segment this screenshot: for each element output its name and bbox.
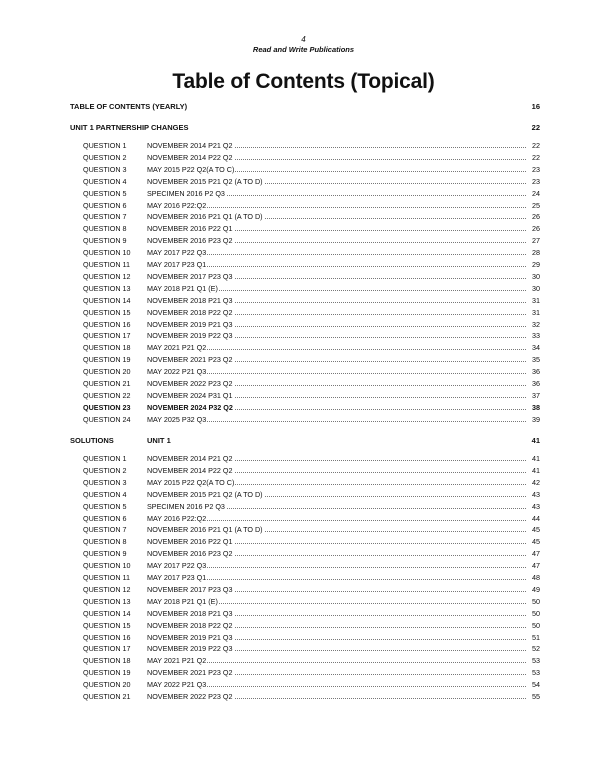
question-source-text: NOVEMBER 2018 P22 Q2	[147, 620, 233, 630]
question-source	[147, 152, 527, 163]
question-source	[147, 176, 527, 187]
question-number: QUESTION 10	[83, 248, 131, 258]
question-source	[147, 524, 527, 535]
question-source-text: NOVEMBER 2016 P21 Q1 (A TO D)	[147, 212, 263, 222]
question-source-text: NOVEMBER 2018 P21 Q3	[147, 608, 233, 618]
toc-row[interactable]	[0, 366, 607, 377]
question-source	[147, 679, 527, 690]
page-ref: 22	[527, 140, 540, 151]
question-source	[147, 513, 527, 524]
question-source-text: NOVEMBER 2014 P22 Q2	[147, 465, 233, 475]
toc-row[interactable]	[0, 465, 607, 476]
toc-row[interactable]	[0, 620, 607, 631]
question-source	[147, 307, 527, 318]
question-number: QUESTION 2	[83, 465, 127, 475]
page-ref: 48	[527, 572, 540, 583]
toc-row[interactable]	[0, 584, 607, 595]
question-source	[147, 643, 527, 654]
question-source	[147, 223, 527, 234]
toc-row[interactable]	[0, 378, 607, 389]
toc-row[interactable]	[0, 596, 607, 607]
question-source-text: MAY 2025 P32 Q3	[147, 414, 207, 424]
publisher-name: Read and Write Publications	[252, 45, 355, 54]
page-ref: 52	[527, 643, 540, 654]
question-number: QUESTION 22	[83, 390, 131, 400]
toc-yearly-page: 16	[531, 102, 540, 111]
question-source-text: NOVEMBER 2018 P21 Q3	[147, 295, 233, 305]
question-source	[147, 319, 527, 330]
question-source	[147, 378, 527, 389]
question-source	[147, 453, 527, 464]
question-source-text: NOVEMBER 2014 P22 Q2	[147, 152, 233, 162]
question-source	[147, 548, 527, 559]
question-source	[147, 235, 527, 246]
question-source-text: MAY 2015 P22 Q2(A TO C)	[147, 477, 235, 487]
page-ref: 54	[527, 679, 540, 690]
toc-row[interactable]	[0, 354, 607, 365]
question-source	[147, 477, 527, 488]
toc-row[interactable]	[0, 489, 607, 500]
question-number: QUESTION 23	[83, 402, 131, 412]
toc-row[interactable]	[0, 176, 607, 187]
question-source-text: MAY 2015 P22 Q2(A TO C)	[147, 164, 235, 174]
toc-row[interactable]	[0, 513, 607, 524]
question-source	[147, 164, 527, 175]
question-number: QUESTION 11	[83, 260, 130, 269]
page-ref: 41	[527, 465, 540, 476]
page-ref: 23	[527, 176, 540, 187]
page-ref: 44	[527, 513, 540, 524]
question-source-text: NOVEMBER 2018 P22 Q2	[147, 307, 233, 317]
question-source-text: MAY 2016 P22:Q2	[147, 200, 207, 210]
page-ref: 39	[527, 414, 540, 425]
question-source-text: NOVEMBER 2017 P23 Q3	[147, 271, 233, 281]
page-ref: 36	[527, 378, 540, 389]
question-source-text: NOVEMBER 2022 P23 Q2	[147, 379, 233, 388]
question-source-text: NOVEMBER 2015 P21 Q2 (A TO D)	[147, 176, 263, 186]
toc-row[interactable]	[0, 402, 607, 413]
page-ref: 45	[527, 524, 540, 535]
question-number: QUESTION 3	[83, 477, 127, 487]
toc-row[interactable]	[0, 691, 607, 702]
question-source-text: MAY 2017 P22 Q3	[147, 561, 207, 571]
question-source	[147, 200, 527, 211]
question-number: QUESTION 2	[83, 152, 127, 162]
question-source-text: NOVEMBER 2019 P22 Q3	[147, 644, 233, 654]
page-ref: 38	[527, 402, 540, 413]
question-source-text: MAY 2021 P21 Q2	[147, 656, 207, 666]
question-source	[147, 402, 527, 413]
toc-row[interactable]	[0, 608, 607, 619]
page-ref: 33	[527, 330, 540, 341]
unit1-label: UNIT 1 PARTNERSHIP CHANGES	[70, 123, 189, 132]
toc-row[interactable]	[0, 307, 607, 318]
toc-row[interactable]	[0, 330, 607, 341]
toc-row[interactable]	[0, 188, 607, 199]
solutions-unit-label: UNIT 1	[147, 436, 171, 445]
question-number: QUESTION 8	[83, 537, 127, 547]
question-source-text: MAY 2017 P23 Q1	[147, 573, 207, 582]
toc-row[interactable]	[0, 414, 607, 425]
page-ref: 35	[527, 354, 540, 365]
solutions-label: SOLUTIONS	[70, 436, 114, 445]
question-source	[147, 536, 527, 547]
question-number: QUESTION 4	[83, 176, 127, 186]
question-source-text: MAY 2022 P21 Q3	[147, 680, 207, 690]
page-ref: 27	[527, 235, 540, 246]
question-number: QUESTION 5	[83, 188, 127, 198]
question-source	[147, 501, 527, 512]
page-ref: 53	[527, 667, 540, 678]
question-number: QUESTION 17	[83, 331, 131, 341]
toc-row[interactable]	[0, 223, 607, 234]
question-source	[147, 271, 527, 282]
page-ref: 50	[527, 620, 540, 631]
question-source-text: MAY 2018 P21 Q1 (E)	[147, 596, 218, 606]
page-ref: 47	[527, 560, 540, 571]
page-ref: 42	[527, 477, 540, 488]
question-number: QUESTION 18	[83, 343, 131, 353]
question-number: QUESTION 20	[83, 367, 131, 377]
page-ref: 30	[527, 271, 540, 282]
question-source-text: NOVEMBER 2021 P23 Q2	[147, 355, 233, 365]
question-number: QUESTION 14	[83, 295, 131, 305]
question-source	[147, 572, 527, 583]
question-source	[147, 667, 527, 678]
question-source-text: NOVEMBER 2019 P22 Q3	[147, 331, 233, 341]
toc-yearly-entry[interactable]	[70, 102, 540, 113]
toc-row[interactable]	[0, 501, 607, 512]
question-source	[147, 366, 527, 377]
question-number: QUESTION 21	[83, 379, 131, 388]
question-source-text: NOVEMBER 2021 P23 Q2	[147, 668, 233, 678]
question-number: QUESTION 12	[83, 271, 131, 281]
page-ref: 53	[527, 655, 540, 666]
question-source-text: NOVEMBER 2019 P21 Q3	[147, 319, 233, 329]
page-ref: 29	[527, 259, 540, 270]
question-source	[147, 342, 527, 353]
question-number: QUESTION 7	[83, 212, 127, 222]
question-number: QUESTION 1	[83, 454, 127, 463]
toc-row[interactable]	[0, 655, 607, 666]
question-number: QUESTION 19	[83, 355, 131, 365]
question-source-text: NOVEMBER 2024 P31 Q1	[147, 390, 233, 400]
toc-row[interactable]	[0, 548, 607, 559]
page-ref: 25	[527, 200, 540, 211]
question-source	[147, 465, 527, 476]
question-source	[147, 295, 527, 306]
page-ref: 49	[527, 584, 540, 595]
page-ref: 26	[527, 211, 540, 222]
question-source	[147, 608, 527, 619]
question-number: QUESTION 12	[83, 584, 131, 594]
toc-row[interactable]	[0, 453, 607, 464]
toc-row[interactable]	[0, 390, 607, 401]
page-ref: 55	[527, 691, 540, 702]
question-source-text: NOVEMBER 2016 P22 Q1	[147, 537, 233, 547]
page-ref: 45	[527, 536, 540, 547]
question-source-text: SPECIMEN 2016 P2 Q3	[147, 501, 225, 511]
page-number: 4	[301, 35, 306, 44]
page-ref: 51	[527, 632, 540, 643]
question-number: QUESTION 1	[83, 141, 127, 150]
question-source	[147, 584, 527, 595]
page-ref: 47	[527, 548, 540, 559]
question-source	[147, 354, 527, 365]
toc-row[interactable]	[0, 152, 607, 163]
question-number: QUESTION 17	[83, 644, 131, 654]
question-source-text: MAY 2017 P23 Q1	[147, 260, 207, 269]
question-number: QUESTION 18	[83, 656, 131, 666]
question-number: QUESTION 11	[83, 573, 130, 582]
question-source-text: MAY 2017 P22 Q3	[147, 248, 207, 258]
question-number: QUESTION 6	[83, 200, 127, 210]
question-source	[147, 596, 527, 607]
toc-row[interactable]	[0, 319, 607, 330]
page-ref: 31	[527, 307, 540, 318]
question-number: QUESTION 13	[83, 596, 131, 606]
page-ref: 26	[527, 223, 540, 234]
question-source-text: NOVEMBER 2014 P21 Q2	[147, 454, 233, 463]
question-number: QUESTION 13	[83, 283, 131, 293]
question-number: QUESTION 9	[83, 549, 127, 559]
question-source-text: NOVEMBER 2015 P21 Q2 (A TO D)	[147, 489, 263, 499]
question-number: QUESTION 8	[83, 224, 127, 234]
question-source	[147, 632, 527, 643]
question-number: QUESTION 4	[83, 489, 127, 499]
page-ref: 24	[527, 188, 540, 199]
page-ref: 50	[527, 596, 540, 607]
question-number: QUESTION 5	[83, 501, 127, 511]
question-source	[147, 283, 527, 294]
question-source-text: NOVEMBER 2014 P21 Q2	[147, 141, 233, 150]
question-source	[147, 691, 527, 702]
question-source-text: NOVEMBER 2017 P23 Q3	[147, 584, 233, 594]
question-source-text: NOVEMBER 2022 P23 Q2	[147, 692, 233, 701]
solutions-page: 41	[531, 436, 540, 445]
question-source	[147, 330, 527, 341]
toc-row[interactable]	[0, 572, 607, 583]
toc-row[interactable]	[0, 667, 607, 678]
question-source-text: NOVEMBER 2016 P23 Q2	[147, 549, 233, 559]
question-number: QUESTION 19	[83, 668, 131, 678]
question-number: QUESTION 7	[83, 525, 127, 535]
question-source	[147, 655, 527, 666]
question-number: QUESTION 6	[83, 513, 127, 523]
page-ref: 32	[527, 319, 540, 330]
question-number: QUESTION 3	[83, 164, 127, 174]
toc-row[interactable]	[0, 211, 607, 222]
page-ref: 22	[527, 152, 540, 163]
toc-row[interactable]	[0, 200, 607, 211]
question-source	[147, 489, 527, 500]
unit1-heading[interactable]	[70, 123, 540, 134]
question-number: QUESTION 24	[83, 414, 131, 424]
page-ref: 41	[527, 453, 540, 464]
question-number: QUESTION 14	[83, 608, 131, 618]
toc-row[interactable]	[0, 271, 607, 282]
toc-row[interactable]	[0, 259, 607, 270]
question-source	[147, 259, 527, 270]
toc-row[interactable]	[0, 140, 607, 151]
question-source	[147, 390, 527, 401]
question-number: QUESTION 16	[83, 319, 131, 329]
toc-row[interactable]	[0, 164, 607, 175]
question-number: QUESTION 15	[83, 620, 131, 630]
page-ref: 37	[527, 390, 540, 401]
question-source-text: MAY 2022 P21 Q3	[147, 367, 207, 377]
toc-row[interactable]	[0, 477, 607, 488]
question-number: QUESTION 9	[83, 236, 127, 246]
question-source	[147, 620, 527, 631]
question-number: QUESTION 15	[83, 307, 131, 317]
question-source	[147, 414, 527, 425]
toc-row[interactable]	[0, 632, 607, 643]
page-ref: 50	[527, 608, 540, 619]
question-source	[147, 188, 527, 199]
page-ref: 34	[527, 342, 540, 353]
toc-row[interactable]	[0, 235, 607, 246]
toc-row[interactable]	[0, 679, 607, 690]
question-source-text: MAY 2018 P21 Q1 (E)	[147, 283, 218, 293]
unit1-page: 22	[531, 123, 540, 132]
question-source	[147, 140, 527, 151]
page-ref: 23	[527, 164, 540, 175]
page-ref: 28	[527, 247, 540, 258]
question-number: QUESTION 21	[83, 692, 131, 701]
toc-row[interactable]	[0, 560, 607, 571]
question-source	[147, 247, 527, 258]
question-number: QUESTION 10	[83, 561, 131, 571]
question-source-text: NOVEMBER 2016 P22 Q1	[147, 224, 233, 234]
page-ref: 31	[527, 295, 540, 306]
question-source-text: NOVEMBER 2024 P32 Q2	[147, 402, 233, 412]
page-ref: 36	[527, 366, 540, 377]
toc-row[interactable]	[0, 643, 607, 654]
question-source-text: SPECIMEN 2016 P2 Q3	[147, 188, 225, 198]
question-number: QUESTION 20	[83, 680, 131, 690]
question-source	[147, 211, 527, 222]
question-source-text: NOVEMBER 2016 P23 Q2	[147, 236, 233, 246]
question-number: QUESTION 16	[83, 632, 131, 642]
question-source-text: NOVEMBER 2019 P21 Q3	[147, 632, 233, 642]
toc-row[interactable]	[0, 283, 607, 294]
page-ref: 43	[527, 501, 540, 512]
toc-row[interactable]	[0, 536, 607, 547]
solutions-heading[interactable]	[70, 436, 540, 447]
question-source	[147, 560, 527, 571]
question-source-text: MAY 2021 P21 Q2	[147, 343, 207, 353]
toc-row[interactable]	[0, 342, 607, 353]
toc-row[interactable]	[0, 295, 607, 306]
toc-row[interactable]	[0, 524, 607, 535]
page-ref: 43	[527, 489, 540, 500]
question-source-text: MAY 2016 P22:Q2	[147, 513, 207, 523]
question-source-text: NOVEMBER 2016 P21 Q1 (A TO D)	[147, 525, 263, 535]
toc-row[interactable]	[0, 247, 607, 258]
page-title: Table of Contents (Topical)	[172, 70, 435, 93]
page-ref: 30	[527, 283, 540, 294]
toc-yearly-label: TABLE OF CONTENTS (YEARLY)	[70, 102, 188, 111]
